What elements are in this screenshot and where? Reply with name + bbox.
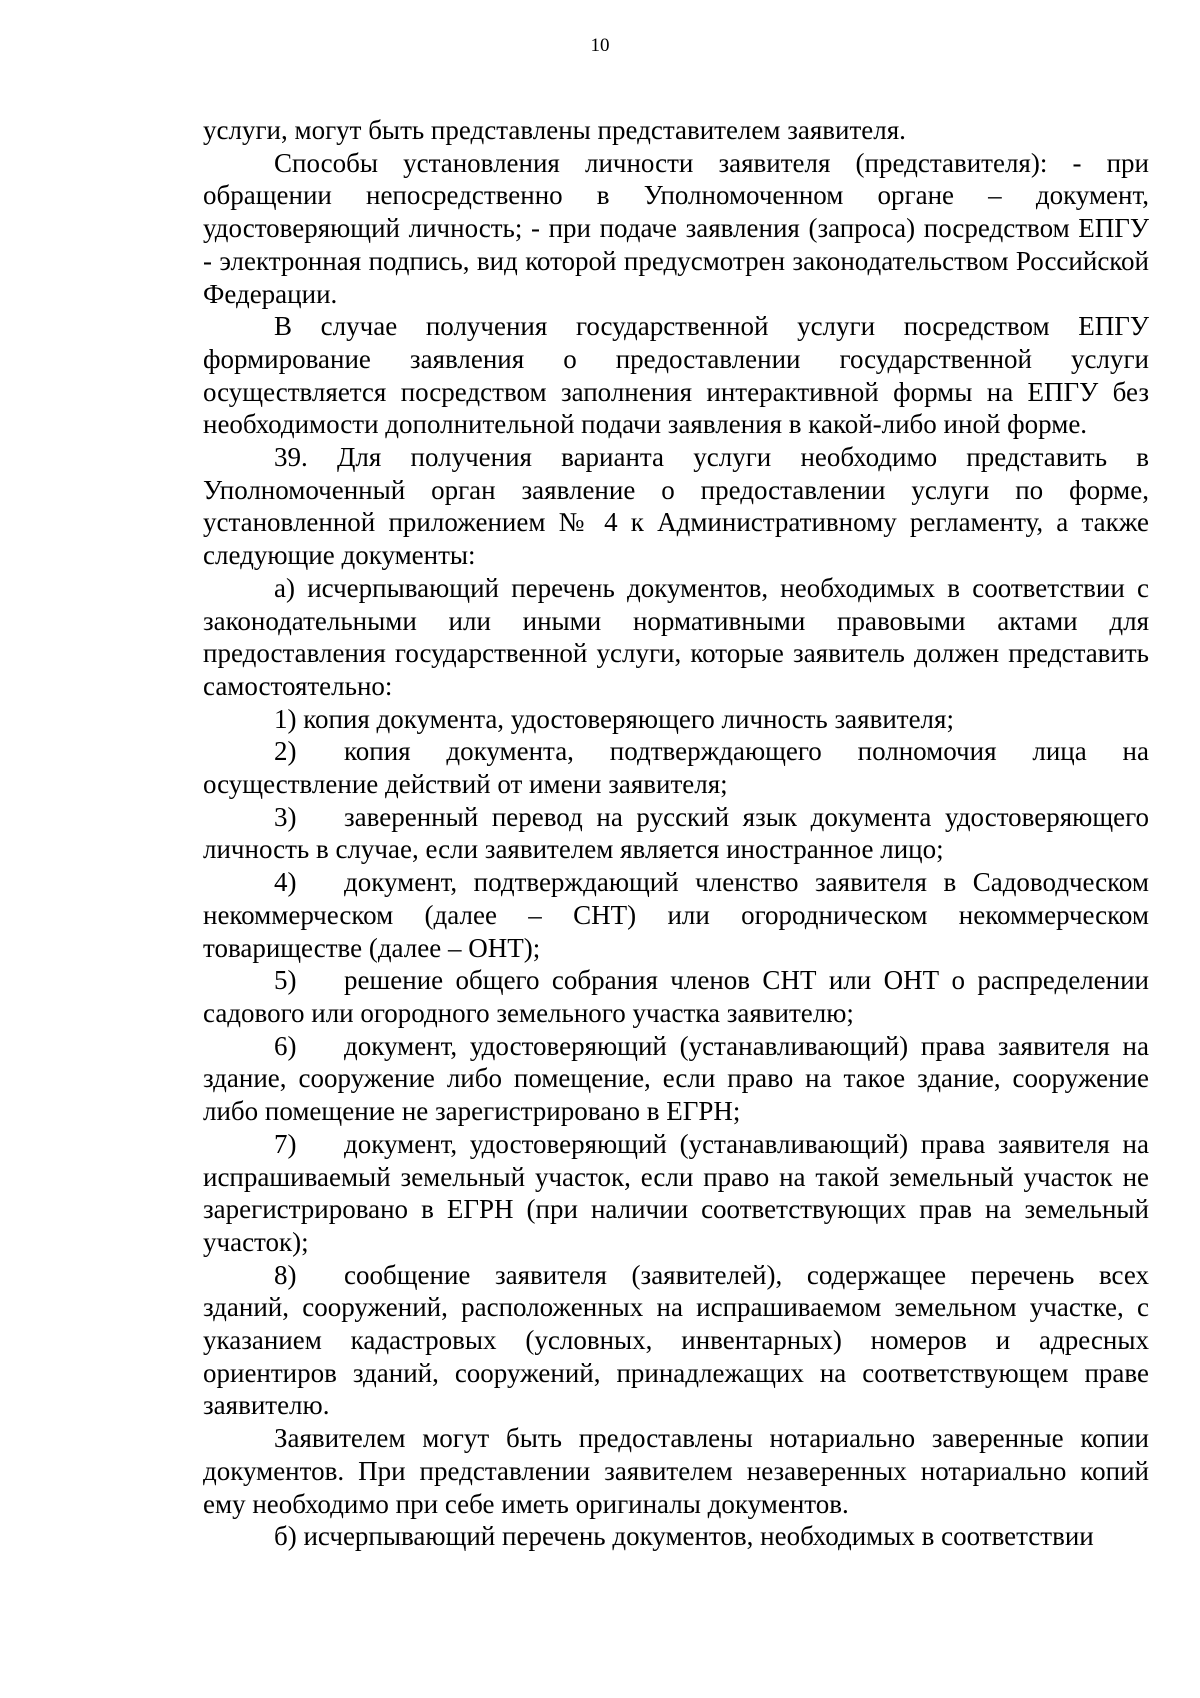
paragraph-clause-39: 39. Для получения варианта услуги необходимо представить в Уполномоченный орган заявление о предоставлении услуги по форме, установленной приложением № 4 к Административному регламенту, а также следующие документы: xyxy=(203,442,1149,571)
paragraph-subclause-b: б) исчерпывающий перечень документов, необходимых в соответствии xyxy=(274,1521,1094,1552)
paragraph-notarized-copies: Заявителем могут быть предоставлены нотариально заверенные копии документов. При представлении заявителем незаверенных нотариально копий ему необходимо при себе иметь оригиналы документов. xyxy=(203,1423,1149,1519)
paragraph-subclause-a: а) исчерпывающий перечень документов, необходимых в соответствии с законодательными или иными нормативными правовыми актами для предоставления государственной услуги, которые заявитель должен представить самостоятельно: xyxy=(203,572,1149,701)
list-item-2 xyxy=(203,735,1149,800)
list-item-text: документ, удостоверяющий (устанавливающий) права заявителя на здание, сооружение либо помещение, если право на такое здание, сооружение либо помещение не зарегистрировано в ЕГРН; xyxy=(203,1030,1149,1127)
list-item-text: документ, подтверждающий членство заявителя в Садоводческом некоммерческом (далее – СНТ) или огородническом некоммерческом товариществе (далее – ОНТ); xyxy=(203,867,1149,963)
list-item-7 xyxy=(203,1128,1149,1259)
list-item-1: 1) копия документа, удостоверяющего личность заявителя; xyxy=(274,703,954,734)
page-number: 10 xyxy=(590,35,610,56)
list-item-5 xyxy=(203,964,1149,1029)
list-item-number: 2) xyxy=(274,736,297,767)
paragraph-continuation: услуги, могут быть представлены представителем заявителя. xyxy=(203,115,906,145)
list-item-number: 8) xyxy=(274,1259,297,1290)
list-item-8 xyxy=(203,1259,1149,1423)
list-item-6 xyxy=(203,1030,1149,1128)
list-item-text: заверенный перевод на русский язык документа удостоверяющего личность в случае, если заявителем является иностранное лицо; xyxy=(203,801,1149,865)
list-item-text: документ, удостоверяющий (устанавливающий) права заявителя на испрашиваемый земельный участок, если право на такой земельный участок не зарегистрировано в ЕГРН (при наличии соответствующих прав на земельный участок); xyxy=(203,1128,1149,1257)
list-item-text: сообщение заявителя (заявителей), содержащее перечень всех зданий, сооружений, расположенных на испрашиваемом земельном участке, с указанием кадастровых (условных, инвентарных) номеров и адресных ориентиров зданий, сооружений, принадлежащих на соответствующем праве заявителю. xyxy=(203,1259,1149,1421)
paragraph-epgu-application: В случае получения государственной услуги посредством ЕПГУ формирование заявления о предоставлении государственной услуги осуществляется посредством заполнения интерактивной формы на ЕПГУ без необходимости дополнительной подачи заявления в какой-либо иной форме. xyxy=(203,311,1149,440)
list-item-text: решение общего собрания членов СНТ или ОНТ о распределении садового или огородного земельного участка заявителю; xyxy=(203,965,1149,1028)
list-item-3 xyxy=(203,801,1149,866)
list-item-number: 4) xyxy=(274,867,297,898)
list-item-number: 3) xyxy=(274,801,297,832)
paragraph-identification-methods: Способы установления личности заявителя (представителя): - при обращении непосредственно в Уполномоченном органе – документ, удостоверяющий личность; - при подаче заявления (запроса) посредством ЕПГУ - электронная подпись, вид которой предусмотрен законодательством Российской Федерации. xyxy=(203,147,1149,309)
list-item-number: 5) xyxy=(274,965,297,996)
document-body xyxy=(203,114,1149,1553)
list-item-text: копия документа, подтверждающего полномочия лица на осуществление действий от имени заявителя; xyxy=(203,736,1149,800)
list-item-4 xyxy=(203,866,1149,964)
list-item-number: 7) xyxy=(274,1128,297,1159)
list-item-number: 6) xyxy=(274,1030,297,1061)
